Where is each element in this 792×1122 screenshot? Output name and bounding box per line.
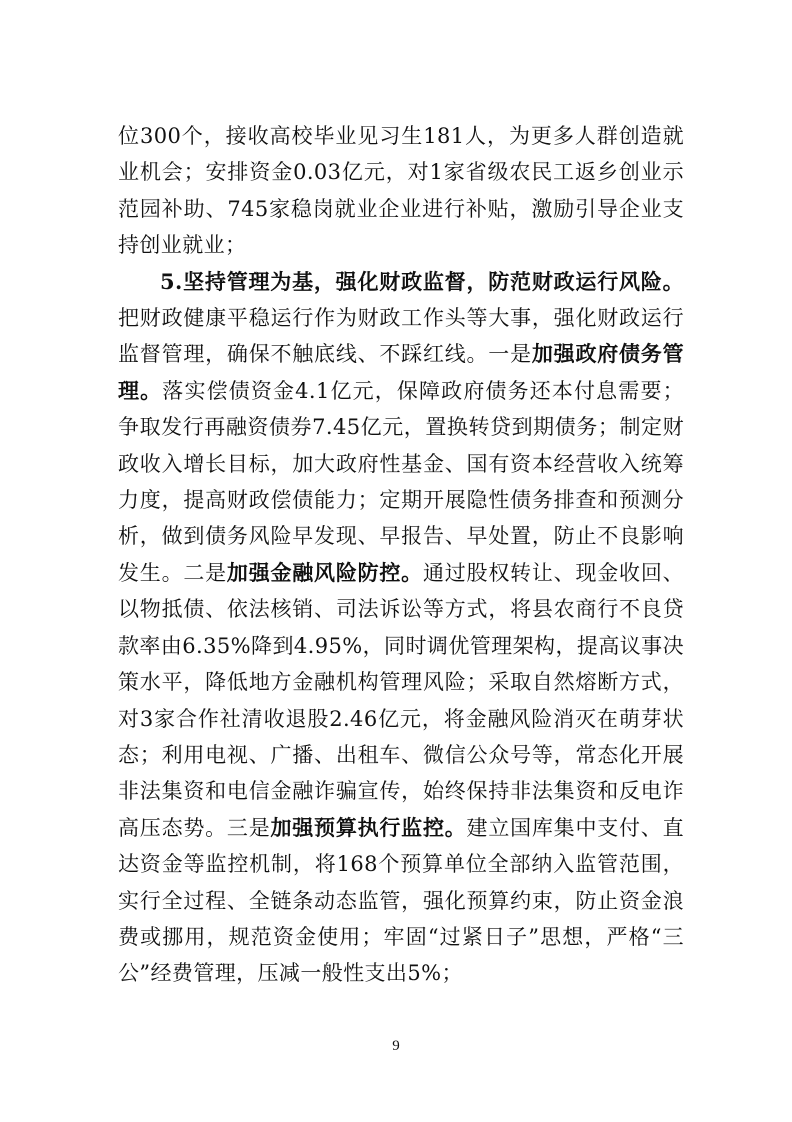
subheading-financial-risk: 加强金融风险防控。 [226, 559, 423, 585]
subheading-budget-monitoring: 加强预算执行监控。 [270, 814, 467, 840]
sentence-intro: 把财政健康平稳运行作为财政工作头等大事，强化财政运行监督管理，确保不触底线、不踩红线。一是 [118, 306, 684, 367]
paragraph-fiscal-supervision [118, 264, 684, 992]
body-text [118, 118, 684, 992]
sentence-budget-monitoring: 建立国库集中支付、直达资金等监控机制，将168个预算单位全部纳入监管范围，实行全过程、全链条动态监管，强化预算约束，防止资金浪费或挪用，规范资金使用；牢固“过紧日子”思想，严格“三公”经费管理，压减一般性支出5%； [118, 815, 684, 986]
sentence-debt-management: 落实偿债资金4.1亿元，保障政府债务还本付息需要；争取发行再融资债券7.45亿元，置换转贷到期债务；制定财政收入增长目标，加大政府性基金、国有资本经营收入统筹力度，提高财政偿债能力；定期开展隐性债务排查和预测分析，做到债务风险早发现、早报告、早处置，防止不良影响发生。二是 [118, 378, 684, 585]
page-number: 9 [392, 1038, 400, 1054]
subheading-debt-management: 加强政府债务管理。 [118, 341, 684, 403]
sentence-financial-risk: 通过股权转让、现金收回、以物抵债、依法核销、司法诉讼等方式，将县农商行不良贷款率由6.35%降到4.95%，同时调优管理架构，提高议事决策水平，降低地方金融机构管理风险；采取自然熔断方式，对3家合作社清收退股2.46亿元，将金融风险消灭在萌芽状态；利用电视、广播、出租车、微信公众号等，常态化开展非法集资和电信金融诈骗宣传，始终保持非法集资和反电诈高压态势。三是 [118, 560, 684, 840]
paragraph-employment-support: 位300个，接收高校毕业见习生181人，为更多人群创造就业机会；安排资金0.03亿元，对1家省级农民工返乡创业示范园补助、745家稳岗就业企业进行补贴，激励引导企业支持创业就业； [118, 124, 684, 258]
section-heading: 5.坚持管理为基，强化财政监督，防范财政运行风险。 [160, 268, 684, 294]
